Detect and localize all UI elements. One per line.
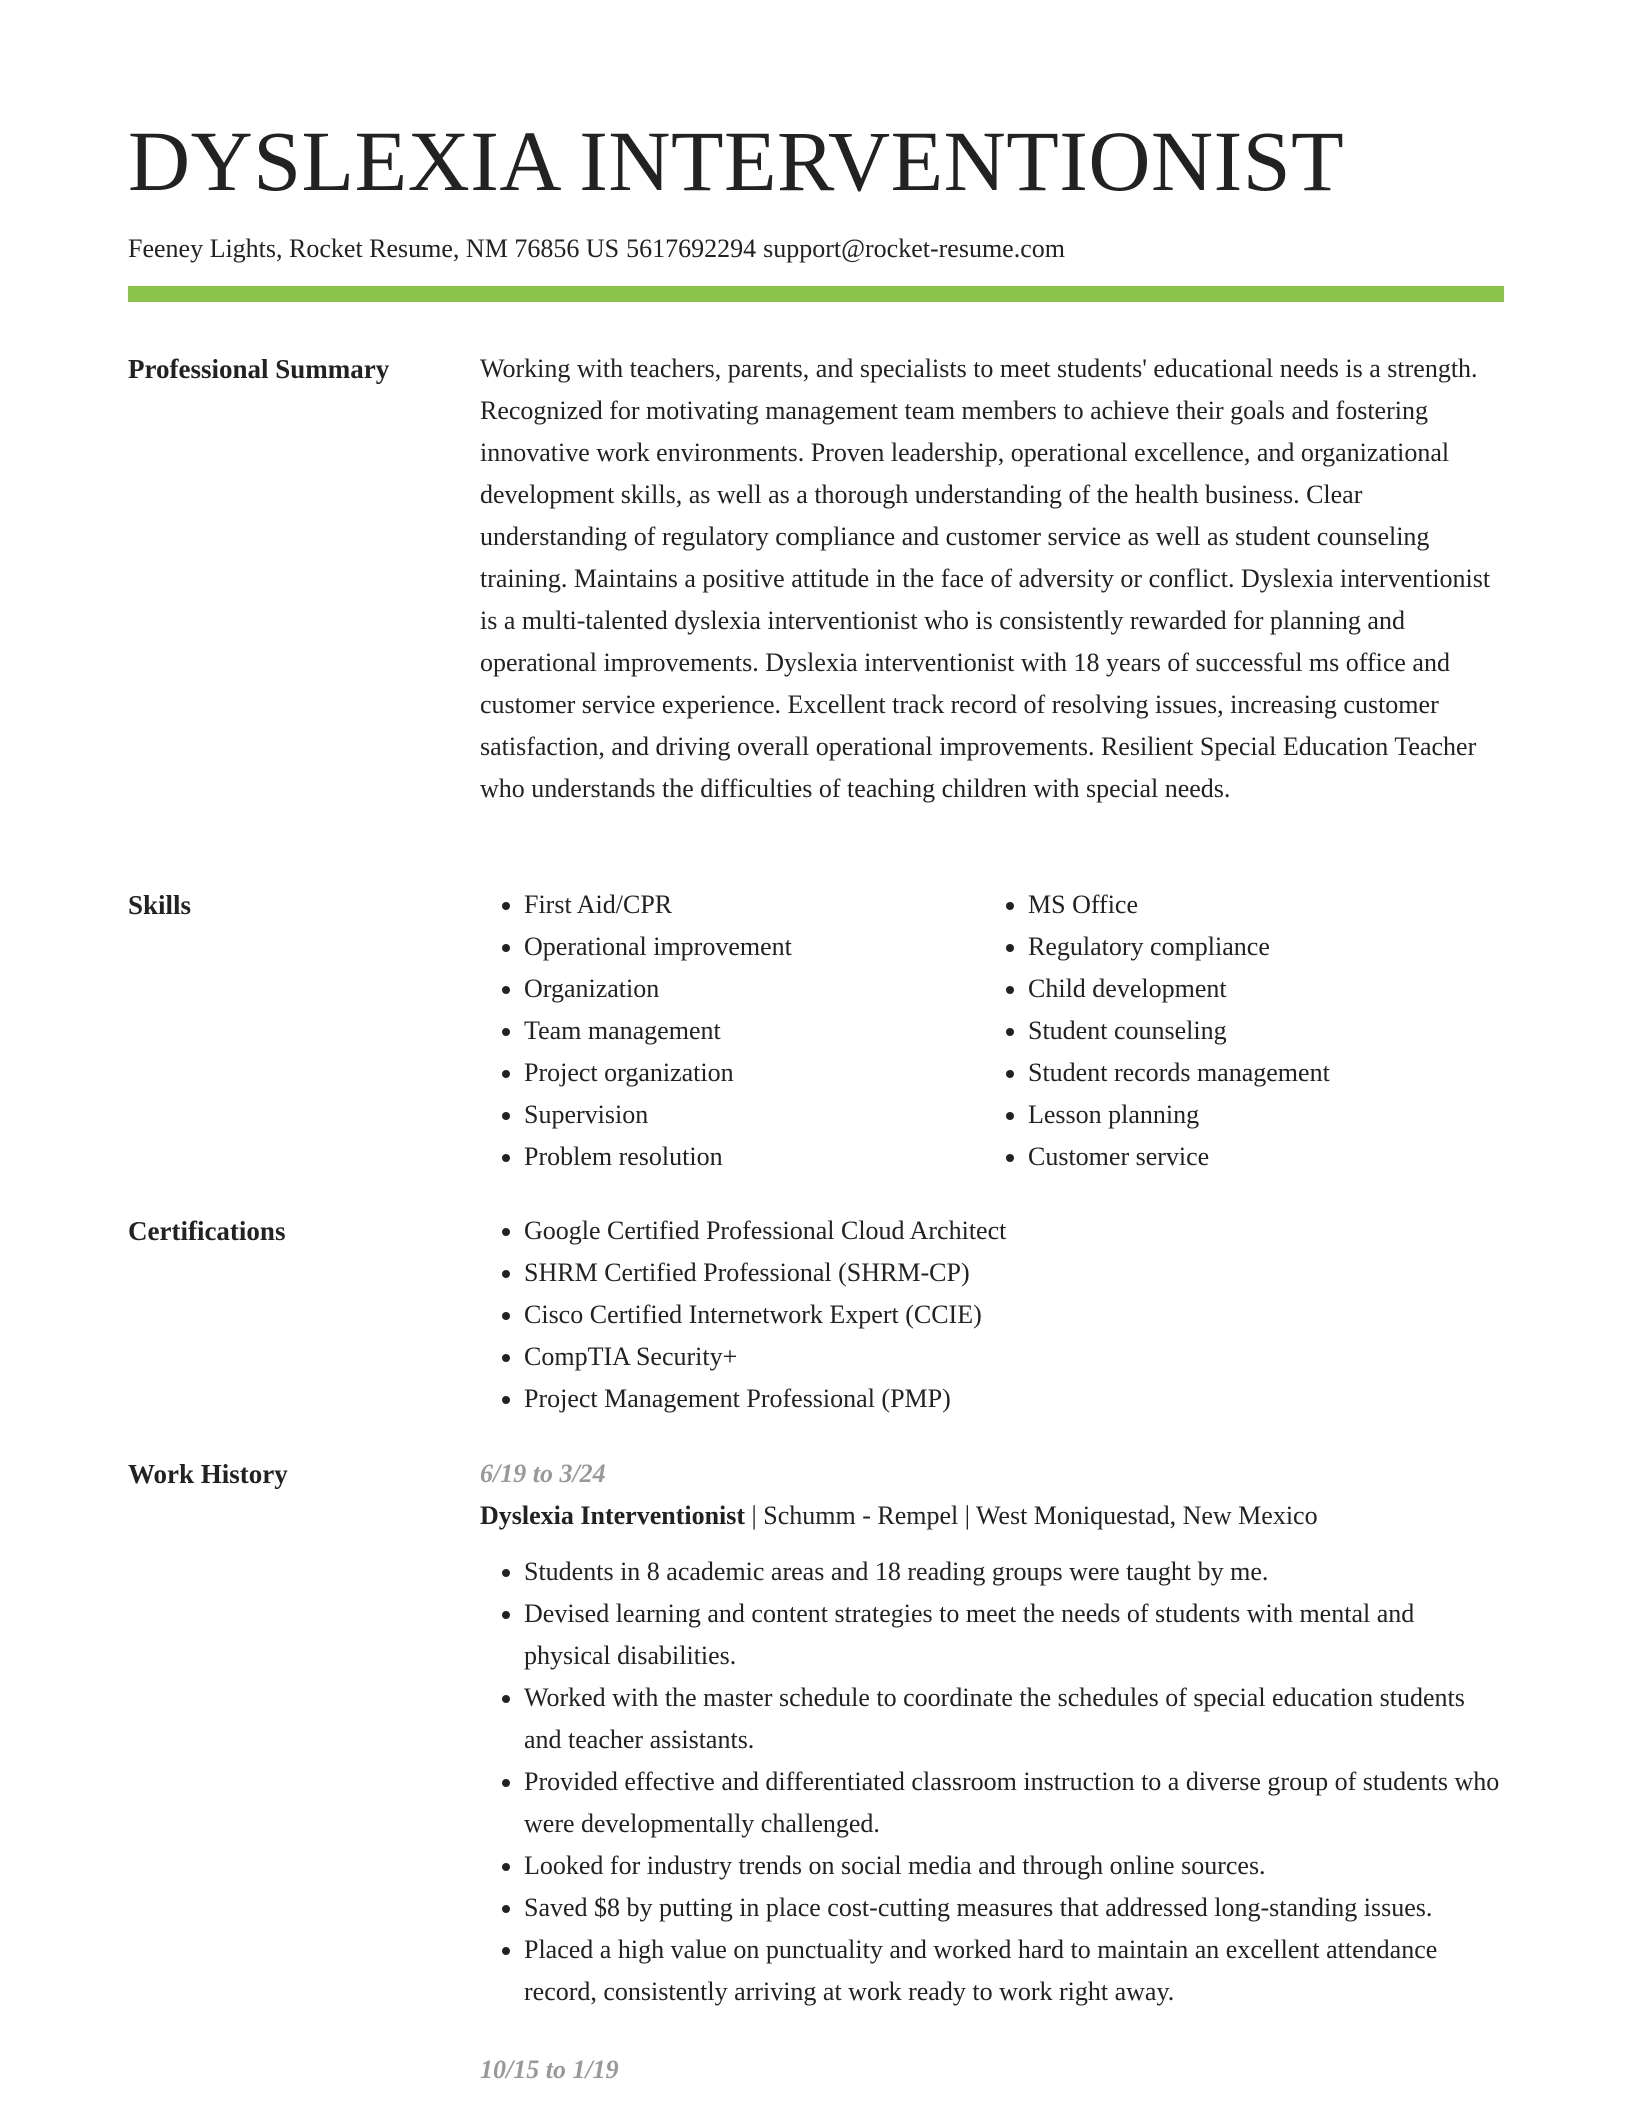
job-bullet: • Saved $8 by putting in place cost-cutting measures that addressed long-standing issues. (524, 1887, 1504, 1929)
skill-item: • Lesson planning (1028, 1094, 1504, 1136)
job-details: | Schumm - Rempel | West Moniquestad, New Mexico (751, 1501, 1318, 1530)
skills-columns (480, 884, 1504, 1178)
skill-item: • MS Office (1028, 884, 1504, 926)
skill-item: • First Aid/CPR (524, 884, 984, 926)
job-title: Dyslexia Interventionist (480, 1501, 746, 1530)
job-bullet: • Students in 8 academic areas and 18 reading groups were taught by me. (524, 1551, 1504, 1593)
skill-item: • Project organization (524, 1052, 984, 1094)
job-bullet: • Worked with the master schedule to coordinate the schedules of special education students and teacher assistants. (524, 1677, 1504, 1761)
skills-list-1 (480, 884, 984, 1178)
contact-email: support@rocket-resume.com (763, 234, 1065, 263)
skills-column-1 (480, 884, 984, 1178)
certifications-label: Certifications (128, 1216, 286, 1246)
job-dates: 6/19 to 3/24 (480, 1459, 606, 1488)
contact-address: Feeney Lights, Rocket Resume, NM 76856 US (128, 234, 620, 263)
skill-item: • Child development (1028, 968, 1504, 1010)
job-bullets (480, 1551, 1504, 2013)
summary-text: Working with teachers, parents, and specialists to meet students' educational needs is a strength. Recognized for motivating management team members to achieve their goals and fostering innovative work environments. Proven leadership, operational excellence, and organizational development skills, as well as a thorough understanding of the health business. Clear understanding of regulatory compliance and customer service as well as student counseling training. Maintains a positive attitude in the face of adversity or conflict. Dyslexia interventionist is a multi-talented dyslexia interventionist who is consistently rewarded for planning and operational improvements. Dyslexia interventionist with 18 years of successful ms office and customer service experience. Excellent track record of resolving issues, increasing customer satisfaction, and driving overall operational improvements. Resilient Special Education Teacher who understands the difficulties of teaching children with special needs. (480, 354, 1491, 803)
skill-item: • Problem resolution (524, 1136, 984, 1178)
work-history-body (480, 1453, 1504, 2091)
job-bullet: • Provided effective and differentiated classroom instruction to a diverse group of students who were developmentally challenged. (524, 1761, 1504, 1845)
certification-item: • Google Certified Professional Cloud Architect (524, 1210, 1504, 1252)
skills-body (480, 884, 1504, 1178)
certification-item: • CompTIA Security+ (524, 1336, 1504, 1378)
skill-item: • Operational improvement (524, 926, 984, 968)
certifications-list (480, 1210, 1504, 1420)
certification-item: • SHRM Certified Professional (SHRM-CP) (524, 1252, 1504, 1294)
job-bullet: • Devised learning and content strategies to meet the needs of students with mental and physical disabilities. (524, 1593, 1504, 1677)
job-entry (480, 1453, 1504, 2013)
contact-phone: 5617692294 (626, 234, 757, 263)
skills-list-2 (984, 884, 1504, 1178)
contact-line (128, 233, 1065, 265)
skills-column-2 (984, 884, 1504, 1178)
job-entry (480, 2049, 1504, 2091)
certifications-body (480, 1210, 1504, 1420)
certification-item: • Project Management Professional (PMP) (524, 1378, 1504, 1420)
job-heading (480, 1495, 1504, 1537)
skill-item: • Team management (524, 1010, 984, 1052)
job-bullet: • Placed a high value on punctuality and worked hard to maintain an excellent attendance record, consistently arriving at work ready to work right away. (524, 1929, 1504, 2013)
job-dates: 10/15 to 1/19 (480, 2055, 619, 2084)
skill-item: • Supervision (524, 1094, 984, 1136)
work-history-label: Work History (128, 1459, 288, 1489)
certification-item: • Cisco Certified Internetwork Expert (CCIE) (524, 1294, 1504, 1336)
skills-label: Skills (128, 890, 192, 920)
skill-item: • Organization (524, 968, 984, 1010)
job-bullet: • Looked for industry trends on social media and through online sources. (524, 1845, 1504, 1887)
summary-body (480, 348, 1504, 810)
resume-name: DYSLEXIA INTERVENTIONIST (128, 113, 1345, 209)
skill-item: • Customer service (1028, 1136, 1504, 1178)
skill-item: • Regulatory compliance (1028, 926, 1504, 968)
header-divider (128, 286, 1504, 302)
skill-item: • Student counseling (1028, 1010, 1504, 1052)
summary-label: Professional Summary (128, 354, 390, 384)
skill-item: • Student records management (1028, 1052, 1504, 1094)
